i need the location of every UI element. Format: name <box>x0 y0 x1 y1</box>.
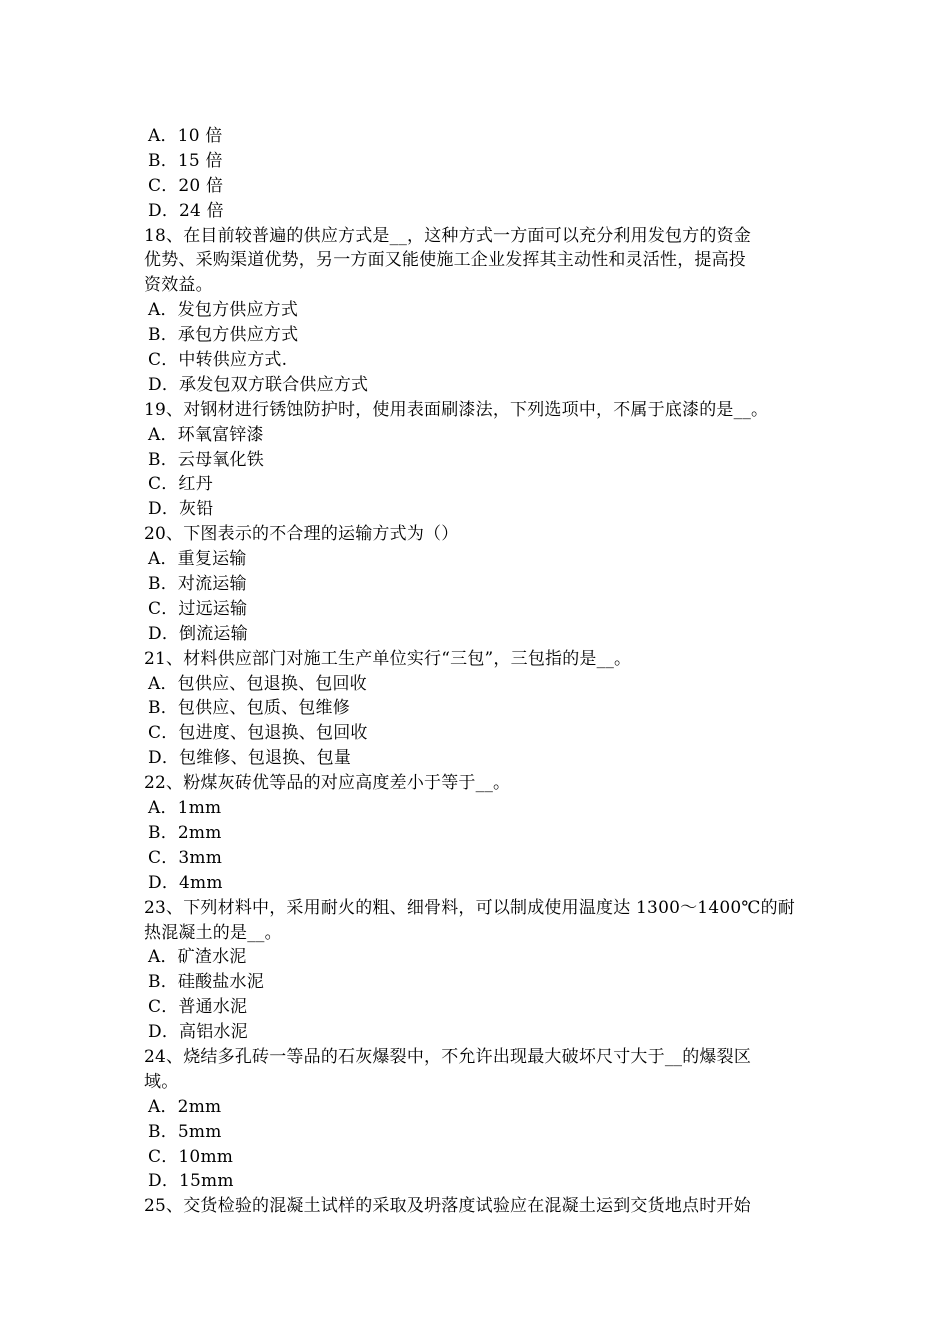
answer-option: C．20 倍 <box>148 175 224 196</box>
question-text-line: 21、材料供应部门对施工生产单位实行“三包”，三包指的是__。 <box>144 648 632 669</box>
answer-option: D．倒流运输 <box>148 623 248 644</box>
question-text-line: 优势、采购渠道优势，另一方面又能使施工企业发挥其主动性和灵活性，提高投 <box>144 250 746 271</box>
answer-option: C．中转供应方式. <box>148 350 288 371</box>
answer-option: B．云母氧化铁 <box>148 449 264 470</box>
answer-option: B．包供应、包质、包维修 <box>148 698 350 719</box>
answer-option: B．15 倍 <box>148 150 223 171</box>
question-text-line: 热混凝土的是__。 <box>144 922 282 943</box>
answer-option: C．10mm <box>148 1146 234 1167</box>
question-text-line: 23、下列材料中，采用耐火的粗、细骨料，可以制成使用温度达 1300～1400℃的耐 <box>144 897 795 918</box>
answer-option: D．15mm <box>148 1171 234 1192</box>
answer-option: A．重复运输 <box>148 549 247 570</box>
answer-option: B．硅酸盐水泥 <box>148 972 264 993</box>
answer-option: C．红丹 <box>148 474 213 495</box>
answer-option: D．4mm <box>148 872 223 893</box>
document-page <box>144 124 810 1219</box>
answer-option: C．普通水泥 <box>148 997 248 1018</box>
answer-option: A．1mm <box>148 798 222 819</box>
answer-option: B．承包方供应方式 <box>148 325 299 346</box>
answer-option: C．过远运输 <box>148 598 248 619</box>
answer-option: D．24 倍 <box>148 200 224 221</box>
answer-option: B．2mm <box>148 822 222 843</box>
question-text-line: 19、对钢材进行锈蚀防护时，使用表面刷漆法，下列选项中，不属于底漆的是__。 <box>144 399 769 420</box>
question-text-line: 25、交货检验的混凝土试样的采取及坍落度试验应在混凝土运到交货地点时开始 <box>144 1196 751 1217</box>
question-text-line: 域。 <box>144 1071 179 1092</box>
answer-option: A．2mm <box>148 1096 222 1117</box>
answer-option: D．承发包双方联合供应方式 <box>148 374 369 395</box>
question-text-line: 24、烧结多孔砖一等品的石灰爆裂中，不允许出现最大破坏尺寸大于__的爆裂区 <box>144 1046 752 1067</box>
answer-option: D．高铝水泥 <box>148 1022 248 1043</box>
answer-option: D．包维修、包退换、包量 <box>148 748 352 769</box>
answer-option: C．包进度、包退换、包回收 <box>148 723 368 744</box>
question-text-line: 18、在目前较普遍的供应方式是__，这种方式一方面可以充分利用发包方的资金 <box>144 225 752 246</box>
answer-option: B．对流运输 <box>148 574 247 595</box>
answer-option: A．包供应、包退换、包回收 <box>148 673 367 694</box>
question-text-line: 22、粉煤灰砖优等品的对应高度差小于等于__。 <box>144 773 511 794</box>
answer-option: C．3mm <box>148 847 223 868</box>
answer-option: A．矿渣水泥 <box>148 947 247 968</box>
question-text-line: 20、下图表示的不合理的运输方式为（） <box>144 524 459 545</box>
answer-option: B．5mm <box>148 1121 222 1142</box>
answer-option: A．10 倍 <box>148 126 223 146</box>
answer-option: A．发包方供应方式 <box>148 300 299 321</box>
answer-option: A．环氧富锌漆 <box>148 424 264 445</box>
answer-option: D．灰铅 <box>148 499 214 520</box>
question-text-line: 资效益。 <box>144 275 213 296</box>
